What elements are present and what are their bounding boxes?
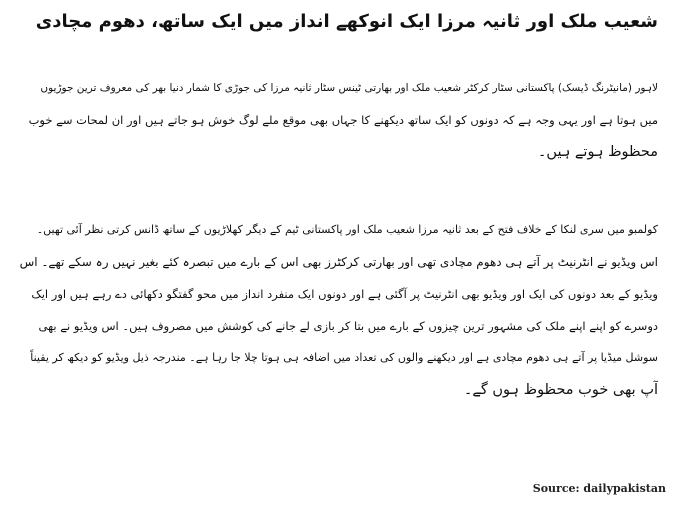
paragraph-2-line: آپ بھی خوب محظوظ ہوں گے۔ [463,382,658,398]
article-paragraph-2 [18,214,658,406]
paragraph-2-line: دوسرے کو اپنے اپنے ملک کی مشہور ترین چیزوں کے بارے میں بتا کر بازی لے جانے کی کوشش میں مصروف ہیں۔ اس ویڈیو نے بھی [38,319,658,333]
paragraph-2-line: اس ویڈیو نے انٹرنیٹ پر آتے ہی دھوم مچادی تھی اور بھارتی کرکٹرز بھی اس کے بارے میں تبصرہ کئے بغیر نہیں رہ سکے تھے۔ اس [19,255,658,269]
source-credit: Source: dailypakistan [532,482,666,495]
paragraph-2-line: سوشل میڈیا پر آتے ہی دھوم مچادی ہے اور دیکھنے والوں کی تعداد میں اضافہ ہی ہوتا چلا جا رہا ہے۔ مندرجہ ذیل ویڈیو کو دیکھ کر یقیناً [30,351,658,364]
article-paragraph-1 [18,72,658,168]
paragraph-2-line: کولمبو میں سری لنکا کے خلاف فتح کے بعد ثانیہ مرزا شعیب ملک اور پاکستانی ٹیم کے دیگر کھلاڑیوں کے ساتھ ڈانس کرتی نظر آئی تھیں۔ [36,223,658,236]
paragraph-2-line: ویڈیو کے بعد دونوں کی ایک اور ویڈیو بھی انٹرنیٹ پر آگئی ہے اور دونوں ایک منفرد انداز میں محو گفتگو دکھائی دے رہے ہیں اور ایک [31,287,658,301]
article-headline: شعیب ملک اور ثانیہ مرزا ایک انوکھے انداز میں ایک ساتھ، دھوم مچادی [35,11,658,32]
paragraph-1-line: میں ہوتا ہے اور یہی وجہ ہے کہ دونوں کو ایک ساتھ دیکھنے کا جہاں بھی موقع ملے لوگ خوش ہو جاتے ہیں اور ان لمحات سے خوب [28,113,658,127]
paragraph-1-line: محظوظ ہوتے ہیں۔ [537,144,658,160]
paragraph-1-line: لاہور (مانیٹرنگ ڈیسک) پاکستانی سٹار کرکٹر شعیب ملک اور بھارتی ٹینس سٹار ثانیہ مرزا کی جوڑی کا شمار دنیا بھر کی معروف ترین جوڑیوں [40,82,658,94]
